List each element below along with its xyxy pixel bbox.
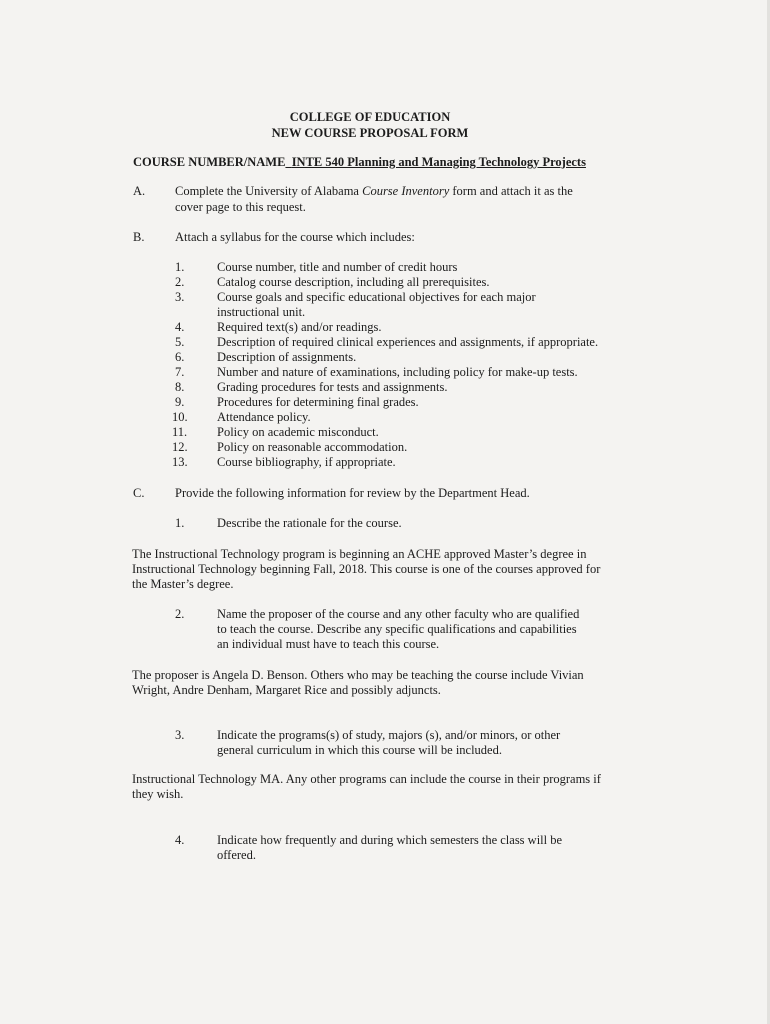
question-3-line: general curriculum in which this course will be included.: [217, 743, 502, 757]
answer-2-line: Wright, Andre Denham, Margaret Rice and possibly adjuncts.: [132, 683, 441, 697]
list-item-number: 4.: [175, 320, 185, 334]
answer-1-line: Instructional Technology beginning Fall, 2018. This course is one of the courses approved for: [132, 562, 601, 576]
question-2-number: 2.: [175, 607, 185, 621]
list-item-number: 11.: [172, 425, 188, 439]
list-item: Number and nature of examinations, including policy for make-up tests.: [217, 365, 578, 379]
list-item-number: 12.: [172, 440, 188, 454]
section-a-line2: cover page to this request.: [175, 200, 306, 214]
answer-3-line: they wish.: [132, 787, 184, 801]
list-item-number: 7.: [175, 365, 185, 379]
list-item-number: 3.: [175, 290, 185, 304]
list-item: Required text(s) and/or readings.: [217, 320, 382, 334]
list-item-number: 8.: [175, 380, 185, 394]
question-2-line: to teach the course. Describe any specific qualifications and capabilities: [217, 622, 577, 636]
question-3-line: Indicate the programs(s) of study, majors (s), and/or minors, or other: [217, 728, 561, 742]
list-item-number: 6.: [175, 350, 185, 364]
list-item: Course goals and specific educational objectives for each major: [217, 290, 536, 304]
section-b-intro: Attach a syllabus for the course which includes:: [175, 230, 415, 244]
list-item: Policy on reasonable accommodation.: [217, 440, 408, 454]
list-item: Grading procedures for tests and assignments.: [217, 380, 448, 394]
question-4-line: offered.: [217, 848, 256, 862]
list-item-number: 9.: [175, 395, 185, 409]
section-a-italic: Course Inventory: [362, 184, 450, 198]
question-1-number: 1.: [175, 516, 185, 530]
question-4-line: Indicate how frequently and during which semesters the class will be: [217, 833, 563, 847]
section-a-text-after: form and attach it as the: [449, 184, 573, 198]
list-item: Procedures for determining final grades.: [217, 395, 419, 409]
list-item: Course bibliography, if appropriate.: [217, 455, 396, 469]
question-4-number: 4.: [175, 833, 185, 847]
course-label: COURSE NUMBER/NAME: [133, 155, 286, 169]
list-item-continuation: instructional unit.: [217, 305, 306, 319]
section-c-letter: C.: [133, 486, 145, 500]
list-item: Course number, title and number of credit hours: [217, 260, 458, 274]
college-heading: COLLEGE OF EDUCATION: [289, 110, 451, 124]
list-item-number: 2.: [175, 275, 185, 289]
answer-2-line: The proposer is Angela D. Benson. Others who may be teaching the course include Vivian: [132, 668, 584, 682]
section-a-line1: [175, 184, 573, 199]
list-item-number: 1.: [175, 260, 185, 274]
list-item: Catalog course description, including all prerequisites.: [217, 275, 490, 289]
course-field: [133, 155, 586, 170]
question-3-number: 3.: [175, 728, 185, 742]
list-item-number: 10.: [172, 410, 188, 424]
list-item: Policy on academic misconduct.: [217, 425, 379, 439]
list-item: Attendance policy.: [217, 410, 311, 424]
list-item-number: 5.: [175, 335, 185, 349]
section-a-text-before: Complete the University of Alabama: [175, 184, 363, 198]
list-item: Description of required clinical experiences and assignments, if appropriate.: [217, 335, 599, 349]
section-a-letter: A.: [133, 184, 146, 198]
list-item: Description of assignments.: [217, 350, 357, 364]
question-1-text: Describe the rationale for the course.: [217, 516, 402, 530]
answer-1-line: the Master’s degree.: [132, 577, 234, 591]
section-b-letter: B.: [133, 230, 145, 244]
list-item-number: 13.: [172, 455, 188, 469]
form-title: NEW COURSE PROPOSAL FORM: [271, 126, 469, 140]
question-2-line: Name the proposer of the course and any other faculty who are qualified: [217, 607, 580, 621]
answer-3-line: Instructional Technology MA. Any other programs can include the course in their programs if: [132, 772, 601, 786]
course-value: INTE 540 Planning and Managing Technology Projects: [291, 155, 586, 169]
question-2-line: an individual must have to teach this course.: [217, 637, 440, 651]
answer-1-line: The Instructional Technology program is beginning an ACHE approved Master’s degree in: [132, 547, 587, 561]
section-c-intro: Provide the following information for review by the Department Head.: [175, 486, 530, 500]
